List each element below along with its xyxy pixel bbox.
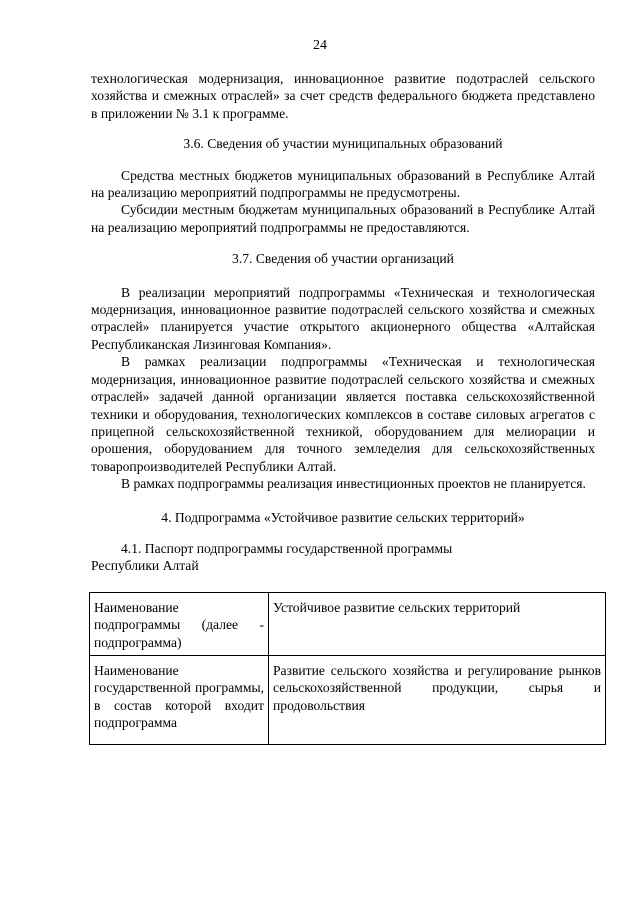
table-row-value: Развитие сельского хозяйства и регулирование рынков сельскохозяйственной продукции, сырья и продовольствия bbox=[269, 655, 606, 744]
section-3-6-heading: 3.6. Сведения об участии муниципальных образований bbox=[183, 136, 503, 152]
section-4-1-heading bbox=[91, 540, 595, 575]
section-3-6-paragraph-2: Субсидии местным бюджетам муниципальных образований в Республике Алтай на реализацию мероприятий подпрограммы не предоставляются. bbox=[91, 202, 595, 235]
page-content bbox=[91, 70, 601, 745]
page-number: 24 bbox=[313, 38, 327, 53]
table-row bbox=[90, 655, 606, 744]
section-4-1-heading-line-2: Республики Алтай bbox=[91, 558, 199, 574]
section-3-7-heading: 3.7. Сведения об участии организаций bbox=[232, 251, 454, 267]
table-row bbox=[90, 592, 606, 655]
passport-table bbox=[89, 592, 606, 745]
table-row-value: Устойчивое развитие сельских территорий bbox=[269, 592, 606, 655]
table-row-label: Наименование государственной программы, в состав которой входит подпрограмма bbox=[90, 655, 269, 744]
section-4-heading: 4. Подпрограмма «Устойчивое развитие сельских территорий» bbox=[161, 509, 525, 525]
intro-paragraph: технологическая модернизация, инновационное развитие подотраслей сельского хозяйства и смежных отраслей» за счет средств федерального бюджета представлено в приложении № 3.1 к программе. bbox=[91, 71, 595, 121]
section-3-7-paragraph-3: В рамках подпрограммы реализация инвестиционных проектов не планируется. bbox=[121, 476, 586, 492]
section-3-7-paragraph-1: В реализации мероприятий подпрограммы «Техническая и технологическая модернизация, инновационное развитие подотраслей сельского хозяйства и смежных отраслей» планируется участие открытого акционерного общества «Алтайская Республиканская Лизинговая Компания». bbox=[91, 284, 595, 352]
table-row-label: Наименование подпрограммы (далее - подпрограмма) bbox=[90, 592, 269, 655]
section-3-6-paragraph-1: Средства местных бюджетов муниципальных образований в Республике Алтай на реализацию мероприятий подпрограммы не предусмотрены. bbox=[91, 167, 595, 201]
section-3-7-paragraph-2: В рамках реализации подпрограммы «Техническая и технологическая модернизация, инновационное развитие подотраслей сельского хозяйства и смежных отраслей» задачей данной организации является поставка сельскохозяйственной техники и оборудования, технологических комплексов в составе силовых агрегатов с прицепной сельскохозяйственной техникой, оборудованием для мелиорации и орошения, оборудованием для точного земледелия для сельскохозяйственных товаропроизводителей Республики Алтай. bbox=[91, 354, 595, 474]
section-4-1-heading-line-1: 4.1. Паспорт подпрограммы государственной программы bbox=[121, 540, 453, 556]
